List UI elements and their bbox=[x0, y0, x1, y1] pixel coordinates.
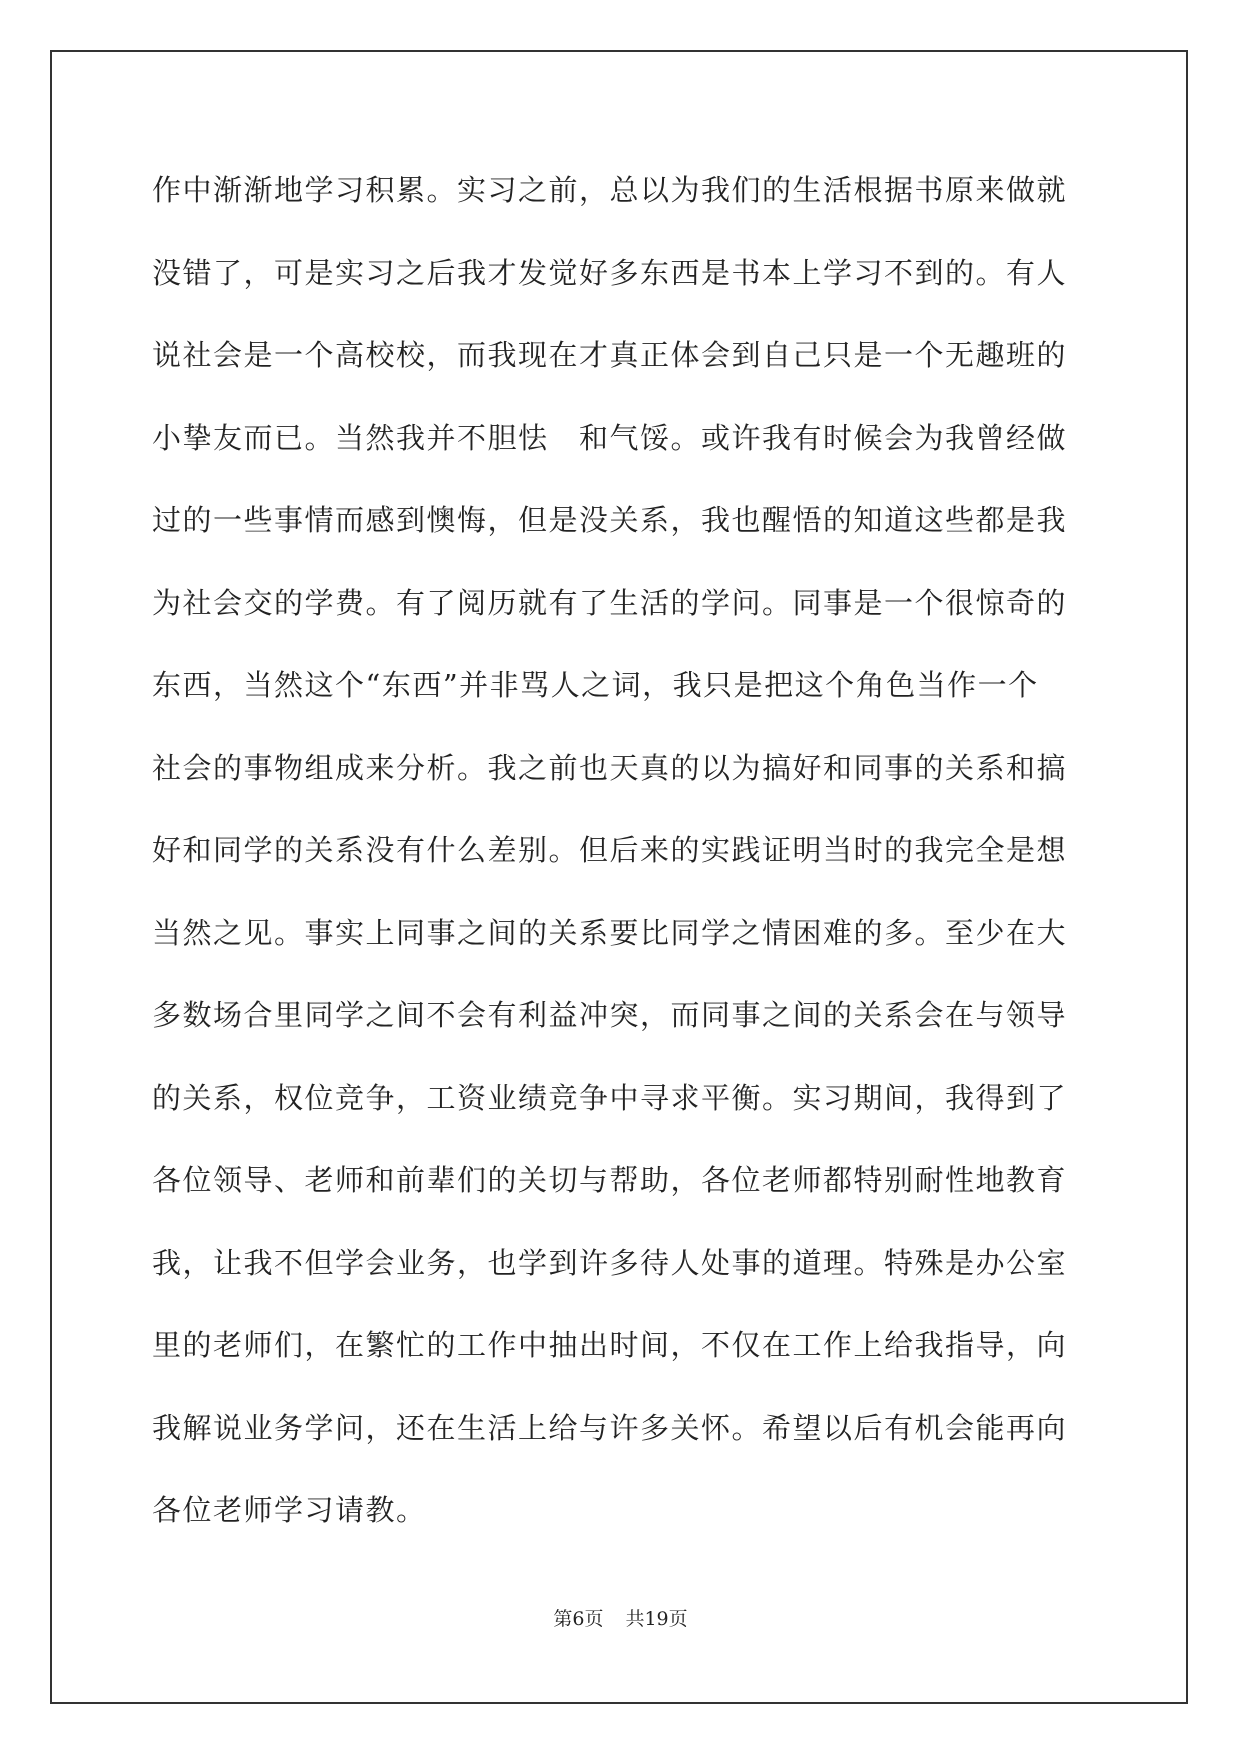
page-total: 共19页 bbox=[625, 1608, 688, 1630]
text-line: 作中渐渐地学习积累。实习之前，总以为我们的生活根据书原来做就 bbox=[152, 173, 1068, 207]
text-line: 我，让我不但学会业务，也学到许多待人处事的道理。特殊是办公室 bbox=[152, 1245, 1068, 1280]
text-line: 各位领导、老师和前辈们的关切与帮助，各位老师都特别耐性地教育 bbox=[152, 1163, 1068, 1197]
text-line: 小挚友而已。当然我并不胆怯 和气馁。或许我有时候会为我曾经做 bbox=[152, 420, 1068, 455]
text-line: 为社会交的学费。有了阅历就有了生活的学问。同事是一个很惊奇的 bbox=[152, 585, 1068, 620]
page-number: 第6页 bbox=[553, 1608, 604, 1630]
text-line: 我解说业务学问，还在生活上给与许多关怀。希望以后有机会能再向 bbox=[152, 1410, 1068, 1445]
text-line: 没错了，可是实习之后我才发觉好多东西是书本上学习不到的。有人 bbox=[152, 255, 1068, 290]
text-line: 说社会是一个高校校，而我现在才真正体会到自己只是一个无趣班的 bbox=[152, 338, 1068, 372]
text-line: 过的一些事情而感到懊悔，但是没关系，我也醒悟的知道这些都是我 bbox=[152, 503, 1068, 537]
text-line: 当然之见。事实上同事之间的关系要比同学之情困难的多。至少在大 bbox=[152, 915, 1068, 950]
text-line: 里的老师们，在繁忙的工作中抽出时间，不仅在工作上给我指导，向 bbox=[152, 1328, 1068, 1362]
text-line: 社会的事物组成来分析。我之前也天真的以为搞好和同事的关系和搞 bbox=[152, 750, 1068, 785]
text-line: 多数场合里同学之间不会有利益冲突，而同事之间的关系会在与领导 bbox=[152, 998, 1068, 1032]
text-line: 的关系，权位竞争，工资业绩竞争中寻求平衡。实习期间，我得到了 bbox=[152, 1080, 1068, 1115]
page-footer bbox=[0, 1604, 1241, 1631]
body-text bbox=[152, 160, 1092, 1563]
text-line: 各位老师学习请教。 bbox=[152, 1493, 427, 1527]
text-line: 东西，当然这个“东西”并非骂人之词，我只是把这个角色当作一个 bbox=[152, 668, 1039, 702]
text-line: 好和同学的关系没有什么差别。但后来的实践证明当时的我完全是想 bbox=[152, 833, 1068, 867]
